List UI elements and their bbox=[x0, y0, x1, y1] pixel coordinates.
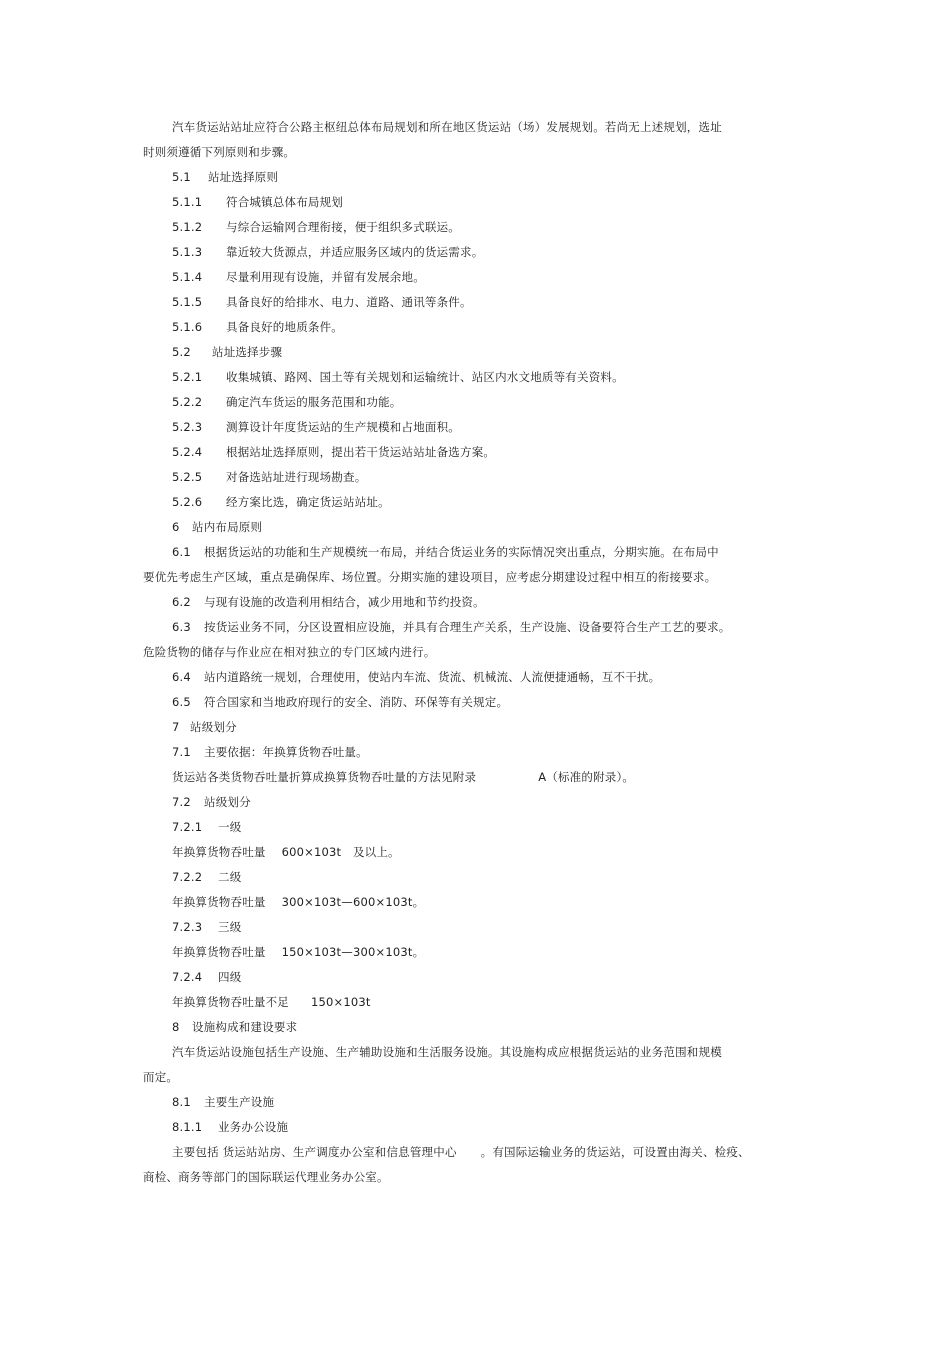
clause-number: 5.1.4 bbox=[172, 270, 203, 284]
clause-text: 与综合运输网合理衔接，便于组织多式联运。 bbox=[226, 220, 460, 234]
line-text: 商检、商务等部门的国际联运代理业务办公室。 bbox=[143, 1170, 389, 1184]
clause-number: 8.1.1 bbox=[172, 1120, 203, 1134]
clause-text: 靠近较大货源点，并适应服务区域内的货运需求。 bbox=[226, 245, 484, 259]
paragraph-line bbox=[143, 144, 295, 160]
section-number: 7.2 bbox=[172, 795, 191, 809]
clause-number: 7.2.4 bbox=[172, 970, 203, 984]
chapter-number: 8 bbox=[172, 1020, 180, 1034]
clause-text: 具备良好的给排水、电力、道路、通讯等条件。 bbox=[226, 295, 472, 309]
line-text: 汽车货运站设施包括生产设施、生产辅助设施和生活服务设施。其设施构成应根据货运站的业务范围和规模 bbox=[172, 1045, 722, 1059]
clause-line bbox=[172, 444, 495, 460]
clause-number: 5.2.6 bbox=[172, 495, 203, 509]
clause-number: 7.1 bbox=[172, 745, 191, 759]
section-heading bbox=[172, 169, 278, 185]
section-heading bbox=[172, 344, 282, 360]
line-text: 危险货物的储存与作业应在相对独立的专门区域内进行。 bbox=[143, 645, 436, 659]
clause-number: 6.1 bbox=[172, 545, 191, 559]
paragraph-line bbox=[172, 994, 371, 1010]
clause-line bbox=[172, 394, 402, 410]
throughput-value: 150×103t—300×103t。 bbox=[281, 945, 425, 959]
clause-number: 6.2 bbox=[172, 595, 191, 609]
clause-number: 6.4 bbox=[172, 670, 191, 684]
clause-line bbox=[172, 744, 368, 760]
paragraph-line bbox=[143, 1169, 389, 1185]
line-text: 汽车货运站站址应符合公路主枢纽总体布局规划和所在地区货运站（场）发展规划。若尚无上述规划，选址 bbox=[172, 120, 722, 134]
clause-line bbox=[172, 869, 241, 885]
clause-number: 7.2.1 bbox=[172, 820, 203, 834]
clause-line bbox=[172, 669, 660, 685]
clause-text: 经方案比选，确定货运站站址。 bbox=[226, 495, 390, 509]
section-heading bbox=[172, 1094, 274, 1110]
paragraph-line bbox=[172, 1044, 722, 1060]
clause-text: 测算设计年度货运站的生产规模和占地面积。 bbox=[226, 420, 460, 434]
clause-number: 5.1.1 bbox=[172, 195, 203, 209]
clause-line bbox=[172, 319, 343, 335]
clause-number: 5.1.2 bbox=[172, 220, 203, 234]
clause-text: 四级 bbox=[218, 970, 242, 984]
section-title: 站址选择步骤 bbox=[212, 345, 283, 359]
chapter-number: 6 bbox=[172, 520, 180, 534]
clause-text: 业务办公设施 bbox=[218, 1120, 289, 1134]
chapter-title: 站级划分 bbox=[190, 720, 237, 734]
throughput-value: 300×103t—600×103t。 bbox=[281, 895, 425, 909]
paragraph-line bbox=[172, 944, 424, 960]
paragraph-line bbox=[172, 894, 424, 910]
clause-number: 7.2.3 bbox=[172, 920, 203, 934]
clause-number: 5.1.6 bbox=[172, 320, 203, 334]
clause-line bbox=[172, 369, 624, 385]
clause-number: 7.2.2 bbox=[172, 870, 203, 884]
section-heading bbox=[172, 794, 251, 810]
clause-text: 与现有设施的改造利用相结合，减少用地和节约投资。 bbox=[204, 595, 485, 609]
clause-number: 5.1.3 bbox=[172, 245, 203, 259]
chapter-title: 站内布局原则 bbox=[192, 520, 263, 534]
clause-line bbox=[172, 1119, 288, 1135]
chapter-heading bbox=[172, 719, 237, 735]
clause-text: 一级 bbox=[218, 820, 242, 834]
clause-text: 符合城镇总体布局规划 bbox=[226, 195, 343, 209]
section-title: 主要生产设施 bbox=[204, 1095, 275, 1109]
section-number: 8.1 bbox=[172, 1095, 191, 1109]
clause-number: 5.1.5 bbox=[172, 295, 203, 309]
clause-text: 收集城镇、路网、国土等有关规划和运输统计、站区内水文地质等有关资料。 bbox=[226, 370, 624, 384]
paragraph-line bbox=[143, 569, 716, 585]
clause-line bbox=[172, 219, 460, 235]
clause-line bbox=[172, 544, 719, 560]
paragraph-line bbox=[172, 119, 722, 135]
clause-number: 6.3 bbox=[172, 620, 191, 634]
line-text: 而定。 bbox=[143, 1070, 179, 1084]
chapter-heading bbox=[172, 1019, 297, 1035]
paragraph-line bbox=[172, 1144, 750, 1160]
clause-line bbox=[172, 619, 731, 635]
paragraph-line bbox=[172, 769, 634, 785]
clause-line bbox=[172, 969, 241, 985]
clause-text: 站内道路统一规划，合理使用，使站内车流、货流、机械流、人流便捷通畅，互不干扰。 bbox=[204, 670, 661, 684]
section-number: 5.2 bbox=[172, 345, 191, 359]
line-text: 年换算货物吞吐量 bbox=[172, 845, 266, 859]
paragraph-line bbox=[172, 844, 400, 860]
clause-line bbox=[172, 194, 343, 210]
chapter-heading bbox=[172, 519, 262, 535]
clause-text: 按货运业务不同，分区设置相应设施，并具有合理生产关系，生产设施、设备要符合生产工艺的要求。 bbox=[204, 620, 731, 634]
line-text: 年换算货物吞吐量 bbox=[172, 945, 266, 959]
clause-number: 5.2.3 bbox=[172, 420, 203, 434]
clause-text: 确定汽车货运的服务范围和功能。 bbox=[226, 395, 402, 409]
clause-text: 二级 bbox=[218, 870, 242, 884]
clause-number: 5.2.5 bbox=[172, 470, 203, 484]
line-text: 货运站各类货物吞吐量折算成换算货物吞吐量的方法见附录 bbox=[172, 770, 477, 784]
clause-number: 5.2.1 bbox=[172, 370, 203, 384]
clause-line bbox=[172, 494, 390, 510]
section-title: 站址选择原则 bbox=[208, 170, 279, 184]
clause-text: 对备选站址进行现场勘查。 bbox=[226, 470, 367, 484]
chapter-title: 设施构成和建设要求 bbox=[192, 1020, 298, 1034]
clause-line bbox=[172, 694, 508, 710]
section-number: 5.1 bbox=[172, 170, 191, 184]
clause-text: 尽量利用现有设施，并留有发展余地。 bbox=[226, 270, 425, 284]
clause-number: 5.2.2 bbox=[172, 395, 203, 409]
paragraph-line bbox=[143, 1069, 178, 1085]
clause-line bbox=[172, 419, 460, 435]
clause-text: 主要依据：年换算货物吞吐量。 bbox=[204, 745, 368, 759]
clause-line bbox=[172, 594, 485, 610]
line-text: 要优先考虑生产区域，重点是确保库、场位置。分期实施的建设项目，应考虑分期建设过程中相互的衔接要求。 bbox=[143, 570, 717, 584]
clause-text: 符合国家和当地政府现行的安全、消防、环保等有关规定。 bbox=[204, 695, 509, 709]
line-text: 主要包括 货运站站房、生产调度办公室和信息管理中心 bbox=[172, 1145, 457, 1159]
paragraph-line bbox=[143, 644, 436, 660]
line-text-continued: 。有国际运输业务的货运站，可设置由海关、检疫、 bbox=[480, 1145, 750, 1159]
clause-number: 6.5 bbox=[172, 695, 191, 709]
line-text: 年换算货物吞吐量不足 bbox=[172, 995, 289, 1009]
line-text: 时则须遵循下列原则和步骤。 bbox=[143, 145, 296, 159]
clause-text: 根据货运站的功能和生产规模统一布局，并结合货运业务的实际情况突出重点，分期实施。在布局中 bbox=[204, 545, 719, 559]
clause-line bbox=[172, 819, 241, 835]
clause-number: 5.2.4 bbox=[172, 445, 203, 459]
clause-line bbox=[172, 919, 241, 935]
clause-text: 三级 bbox=[218, 920, 242, 934]
clause-text: 根据站址选择原则，提出若干货运站站址备选方案。 bbox=[226, 445, 496, 459]
clause-line bbox=[172, 244, 483, 260]
line-text: 年换算货物吞吐量 bbox=[172, 895, 266, 909]
appendix-reference: A（标准的附录）。 bbox=[538, 770, 635, 784]
clause-line bbox=[172, 294, 472, 310]
section-title: 站级划分 bbox=[204, 795, 251, 809]
clause-line bbox=[172, 269, 425, 285]
clause-line bbox=[172, 469, 366, 485]
throughput-value: 600×103t 及以上。 bbox=[281, 845, 400, 859]
throughput-value: 150×103t bbox=[311, 995, 371, 1009]
chapter-number: 7 bbox=[172, 720, 180, 734]
clause-text: 具备良好的地质条件。 bbox=[226, 320, 343, 334]
